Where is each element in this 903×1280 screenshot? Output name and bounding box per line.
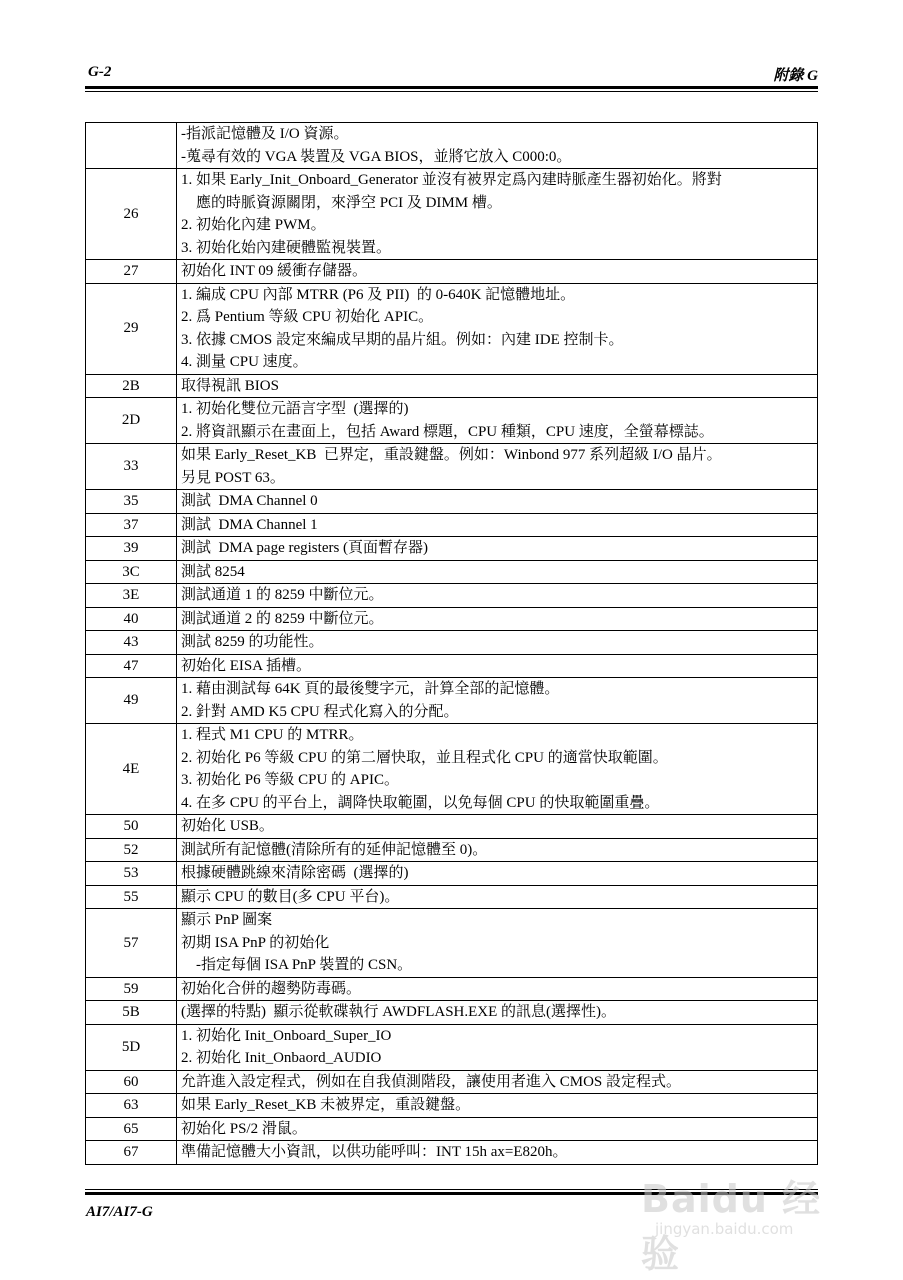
description-line: 如果 Early_Reset_KB 未被界定，重設鍵盤。 <box>181 1097 471 1113</box>
post-code-cell: 47 <box>86 654 177 678</box>
description-cell <box>177 1001 818 1025</box>
description-cell <box>177 607 818 631</box>
post-code-cell <box>86 123 177 169</box>
description-line: 3. 初始化 P6 等級 CPU 的 APIC。 <box>181 772 399 788</box>
description-line: 測試通道 2 的 8259 中斷位元。 <box>181 610 384 627</box>
description-cell <box>177 838 818 862</box>
post-code-cell: 49 <box>86 678 177 724</box>
post-code-table <box>85 122 818 1165</box>
table-row <box>86 1141 818 1165</box>
description-cell <box>177 724 818 815</box>
description-cell <box>177 862 818 886</box>
description-line: 4. 測量 CPU 速度。 <box>181 354 308 370</box>
description-line: 顯示 CPU 的數目(多 CPU 平台)。 <box>181 888 400 905</box>
post-code-cell: 29 <box>86 283 177 374</box>
description-cell <box>177 560 818 584</box>
description-line: 初期 ISA PnP 的初始化 <box>181 934 330 951</box>
post-code-cell: 26 <box>86 169 177 260</box>
post-code-cell: 27 <box>86 260 177 284</box>
post-code-cell: 50 <box>86 815 177 839</box>
table-row <box>86 862 818 886</box>
table-row <box>86 1070 818 1094</box>
table-row <box>86 724 818 815</box>
description-cell <box>177 815 818 839</box>
post-code-cell: 35 <box>86 490 177 514</box>
header-rule-thick <box>85 86 818 89</box>
table-row <box>86 537 818 561</box>
description-cell <box>177 909 818 978</box>
description-cell <box>177 490 818 514</box>
table-row <box>86 909 818 978</box>
description-line: 測試 DMA Channel 0 <box>181 493 318 509</box>
post-code-cell: 40 <box>86 607 177 631</box>
description-cell <box>177 444 818 490</box>
post-code-cell: 3E <box>86 584 177 608</box>
table-row <box>86 398 818 444</box>
description-line: 測試 8254 <box>181 563 245 580</box>
post-code-cell: 5D <box>86 1024 177 1070</box>
table-row <box>86 631 818 655</box>
table-row <box>86 123 818 169</box>
table-row <box>86 444 818 490</box>
post-code-cell: 60 <box>86 1070 177 1094</box>
table-row <box>86 1001 818 1025</box>
post-code-cell: 5B <box>86 1001 177 1025</box>
description-cell <box>177 374 818 398</box>
description-line: 顯示 PnP 圖案 <box>181 912 273 928</box>
section-title: 附錄 G <box>773 68 818 84</box>
description-cell <box>177 123 818 169</box>
description-line: 另見 POST 63。 <box>181 469 285 486</box>
table-row <box>86 584 818 608</box>
post-code-cell: 55 <box>86 885 177 909</box>
description-line: 取得視訊 BIOS <box>181 377 279 394</box>
table-row <box>86 885 818 909</box>
table-row <box>86 1094 818 1118</box>
description-cell <box>177 283 818 374</box>
post-code-cell: 59 <box>86 977 177 1001</box>
description-line: 初始化合併的趨勢防毒碼。 <box>181 980 362 997</box>
description-cell <box>177 678 818 724</box>
table-row <box>86 607 818 631</box>
baidu-watermark <box>633 1168 843 1276</box>
table-row <box>86 1024 818 1070</box>
table-row <box>86 513 818 537</box>
post-code-cell: 3C <box>86 560 177 584</box>
description-line: 1. 藉由測試每 64K 頁的最後雙字元，計算全部的記憶體。 <box>181 681 560 697</box>
post-code-cell: 63 <box>86 1094 177 1118</box>
table-row <box>86 654 818 678</box>
description-cell <box>177 537 818 561</box>
description-cell <box>177 977 818 1001</box>
description-line: 初始化 EISA 插槽。 <box>181 657 312 674</box>
post-code-cell: 33 <box>86 444 177 490</box>
description-line: 根據硬體跳線來清除密碼 (選擇的) <box>181 865 409 881</box>
post-code-cell: 4E <box>86 724 177 815</box>
description-line: 2. 初始化 Init_Onbaord_AUDIO <box>181 1050 382 1066</box>
description-line: 1. 程式 M1 CPU 的 MTRR。 <box>181 727 364 743</box>
post-code-cell: 65 <box>86 1117 177 1141</box>
table-row <box>86 815 818 839</box>
description-line: 1. 初始化 Init_Onboard_Super_IO <box>181 1027 392 1044</box>
description-cell <box>177 1094 818 1118</box>
table-row <box>86 490 818 514</box>
description-line: (選擇的特點) 顯示從軟碟執行 AWDFLASH.EXE 的訊息(選擇性)。 <box>181 1004 617 1020</box>
post-code-cell: 2B <box>86 374 177 398</box>
description-line: 3. 初始化始內建硬體監視裝置。 <box>181 239 392 256</box>
description-line: 測試所有記憶體(清除所有的延伸記憶體至 0)。 <box>181 841 488 858</box>
description-line: 2. 將資訊顯示在畫面上，包括 Award 標題，CPU 種類，CPU 速度，全螢幕標誌。 <box>181 423 714 440</box>
description-cell <box>177 169 818 260</box>
post-code-cell: 2D <box>86 398 177 444</box>
table-row <box>86 1117 818 1141</box>
description-line: 1. 初始化雙位元語言字型 (選擇的) <box>181 401 409 417</box>
description-cell <box>177 631 818 655</box>
watermark-url: jingyan.baidu.com <box>655 1220 794 1238</box>
description-cell <box>177 398 818 444</box>
description-line: 準備記憶體大小資訊，以供功能呼叫：INT 15h ax=E820h。 <box>181 1144 568 1160</box>
description-cell <box>177 1141 818 1165</box>
description-cell <box>177 513 818 537</box>
footer-model: AI7/AI7-G <box>86 1204 153 1220</box>
post-code-table-body <box>86 123 818 1165</box>
description-line: -指派記憶體及 I/O 資源。 <box>181 126 349 142</box>
watermark-logo: Baidu 经验 <box>641 1177 822 1276</box>
description-line: -指定每個 ISA PnP 裝置的 CSN。 <box>181 957 413 973</box>
table-row <box>86 374 818 398</box>
description-line: 測試 DMA page registers (頁面暫存器) <box>181 540 429 556</box>
table-row <box>86 260 818 284</box>
table-row <box>86 678 818 724</box>
description-cell <box>177 260 818 284</box>
table-row <box>86 169 818 260</box>
description-line: 測試 8259 的功能性。 <box>181 634 324 650</box>
description-line: 允許進入設定程式，例如在自我偵測階段，讓使用者進入 CMOS 設定程式。 <box>181 1073 682 1090</box>
description-line: 1. 編成 CPU 內部 MTRR (P6 及 PII) 的 0-640K 記憶體地址。 <box>181 286 576 303</box>
description-cell <box>177 654 818 678</box>
post-code-cell: 37 <box>86 513 177 537</box>
description-line: 初始化 PS/2 滑鼠。 <box>181 1120 307 1137</box>
description-cell <box>177 1117 818 1141</box>
description-line: 初始化 INT 09 緩衝存儲器。 <box>181 263 367 279</box>
description-line: 測試 DMA Channel 1 <box>181 516 318 533</box>
description-line: 測試通道 1 的 8259 中斷位元。 <box>181 587 384 603</box>
description-line: 初始化 USB。 <box>181 818 274 834</box>
table-row <box>86 838 818 862</box>
post-code-cell: 67 <box>86 1141 177 1165</box>
post-code-cell: 43 <box>86 631 177 655</box>
description-line: 如果 Early_Reset_KB 已界定，重設鍵盤。例如：Winbond 977 系列超級 I/O 晶片。 <box>181 447 722 463</box>
post-code-cell: 52 <box>86 838 177 862</box>
description-cell <box>177 584 818 608</box>
table-row <box>86 283 818 374</box>
description-line: 應的時脈資源關閉，來淨空 PCI 及 DIMM 槽。 <box>181 194 502 211</box>
header-rule-thin <box>85 91 818 92</box>
description-line: 1. 如果 Early_Init_Onboard_Generator 並沒有被界定爲內建時脈產生器初始化。將對 <box>181 172 722 188</box>
description-line: -蒐尋有效的 VGA 裝置及 VGA BIOS，並將它放入 C000:0。 <box>181 148 572 165</box>
page-number: G-2 <box>88 64 112 80</box>
post-code-cell: 53 <box>86 862 177 886</box>
table-row <box>86 977 818 1001</box>
description-cell <box>177 1070 818 1094</box>
description-cell <box>177 1024 818 1070</box>
description-line: 2. 初始化 P6 等級 CPU 的第二層快取，並且程式化 CPU 的適當快取範圍。 <box>181 749 668 766</box>
description-line: 3. 依據 CMOS 設定來編成早期的晶片組。例如：內建 IDE 控制卡。 <box>181 331 624 348</box>
post-code-cell: 57 <box>86 909 177 978</box>
description-line: 2. 爲 Pentium 等級 CPU 初始化 APIC。 <box>181 309 434 325</box>
description-cell <box>177 885 818 909</box>
post-code-cell: 39 <box>86 537 177 561</box>
description-line: 2. 初始化內建 PWM。 <box>181 217 326 233</box>
table-row <box>86 560 818 584</box>
description-line: 4. 在多 CPU 的平台上，調降快取範圍，以免每個 CPU 的快取範圍重疊。 <box>181 794 660 811</box>
description-line: 2. 針對 AMD K5 CPU 程式化寫入的分配。 <box>181 703 459 720</box>
